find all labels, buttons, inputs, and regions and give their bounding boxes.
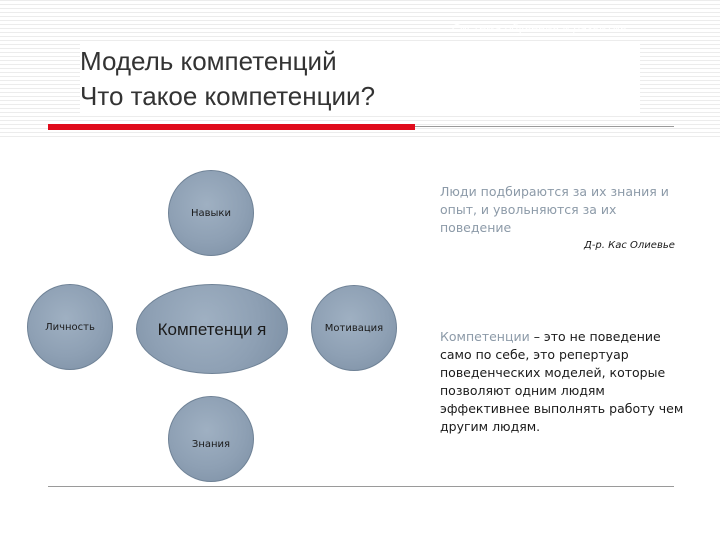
slide-title	[80, 44, 640, 114]
circle-knowledge-label: Знания	[191, 438, 231, 450]
circle-skills-label: Навыки	[191, 207, 231, 219]
title-line-1: Модель компетенций	[80, 46, 337, 76]
quote-text: Люди подбираются за их знания и опыт, и увольняются за их поведение	[440, 184, 669, 235]
circle-personality	[27, 284, 113, 370]
title-line-2: Что такое компетенции?	[80, 81, 376, 111]
circle-skills	[168, 170, 254, 256]
circle-competency	[136, 284, 288, 374]
definition-text: – это не поведение само по себе, это репертуар поведенческих моделей, которые позволяют одним людям эффективнее выполнять работу чем другим людям.	[440, 329, 684, 434]
circle-knowledge	[168, 396, 254, 482]
quote-author: Д-р. Кас Олиевье	[584, 240, 675, 251]
circle-personality-label: Личность	[45, 321, 95, 333]
circle-motivation-label: Мотивация	[324, 322, 384, 334]
title-accent-bar	[48, 124, 415, 130]
definition-term: Компетенции	[440, 329, 530, 344]
bottom-divider	[48, 486, 674, 487]
circle-competency-label: Компетенци я	[157, 319, 267, 339]
definition-paragraph	[440, 328, 690, 436]
header-faded-text: Система обучения и развития	[452, 22, 627, 35]
circle-motivation	[311, 285, 397, 371]
